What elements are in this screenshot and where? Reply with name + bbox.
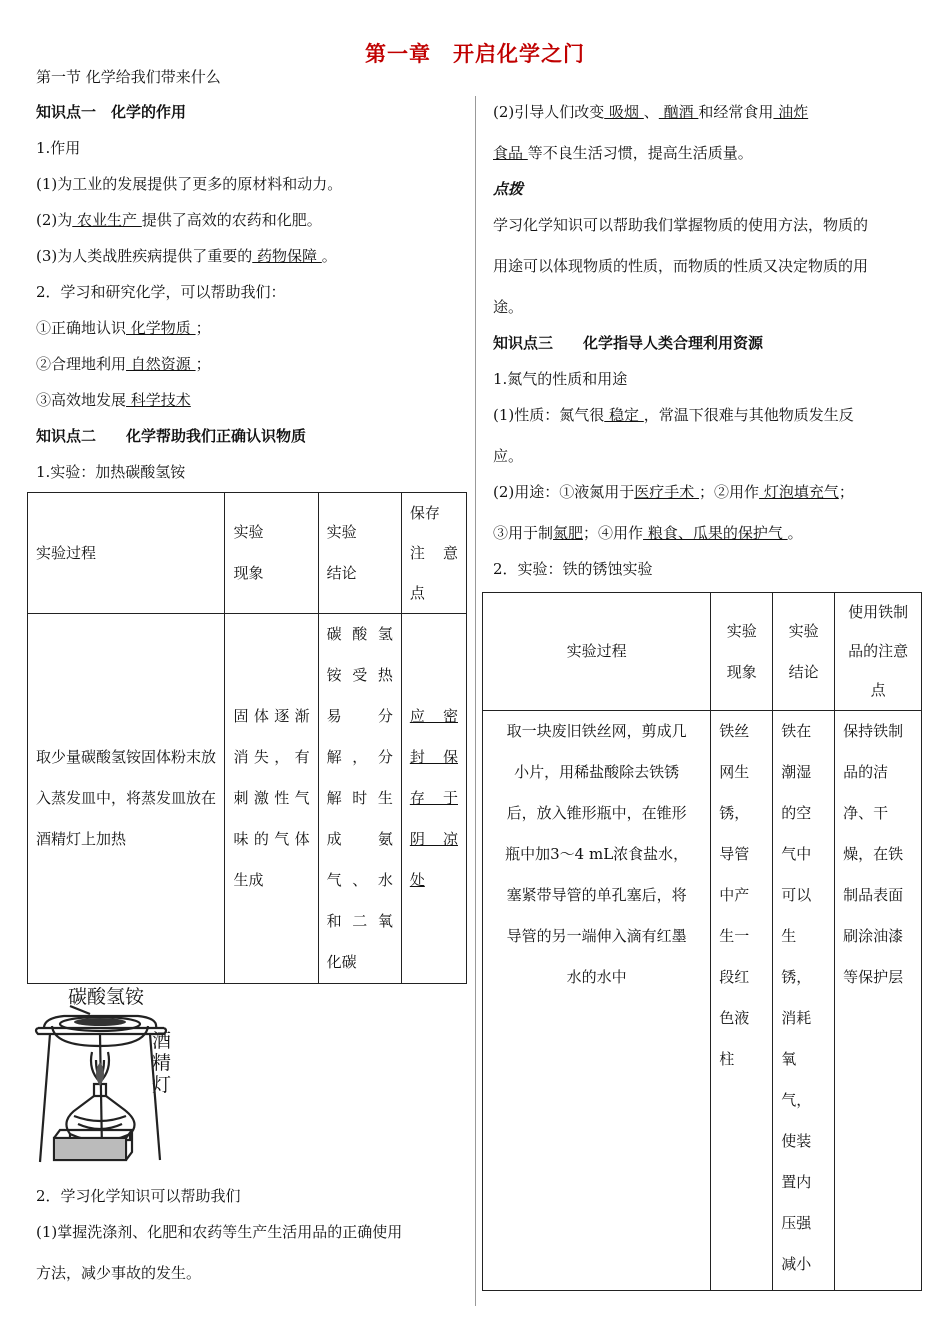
k1-heading: 知识点一 化学的作用 — [36, 103, 187, 121]
k1-item1: 1.作用 — [36, 139, 81, 157]
k1-circle1: ①正确地认识 化学物质 ； — [36, 319, 211, 337]
k1-line3: (3)为人类战胜疾病提供了重要的 药物保障 。 — [36, 247, 337, 265]
k1-item2: 2．学习和研究化学，可以帮助我们： — [36, 283, 286, 301]
k2-para1a: (1)掌握洗涤剂、化肥和农药等生产生活用品的正确使用 — [36, 1223, 403, 1241]
td-phenomenon: 固体逐渐 消失，有 刺激性气 味的气体 生成 — [225, 614, 318, 984]
section-title: 第一节 化学给我们带来什么 — [36, 68, 221, 86]
th-storage: 保存 注 意 点 — [401, 493, 466, 614]
k2-item2: 2．学习化学知识可以帮助我们 — [36, 1187, 241, 1205]
th2-process: 实验过程 — [483, 593, 711, 711]
k2-para1b: 方法，减少事故的发生。 — [36, 1264, 202, 1282]
td2-phenomenon: 铁丝 网生 锈， 导管 中产 生一 段红 色液 柱 — [711, 711, 773, 1291]
tip-line2: 用途可以体现物质的性质，而物质的性质又决定物质的用 — [493, 257, 869, 275]
heating-apparatus-figure — [30, 1000, 180, 1170]
td2-conclusion: 铁在 潮湿 的空 气中 可以 生 锈， 消耗 氧 气， 使装 置内 压强 减小 — [773, 711, 835, 1291]
column-divider — [475, 96, 476, 1306]
td-process: 取少量碳酸氢铵固体粉末放入蒸发皿中，将蒸发皿放在酒精灯上加热 — [28, 614, 225, 984]
td2-notes: 保持铁制 品的洁 净、干 燥，在铁 制品表面 刷涂油漆 等保护层 — [835, 711, 922, 1291]
n-use1: (2)用途：①液氮用于医疗手术 ；②用作 灯泡填充气； — [493, 483, 854, 501]
k1-line2: (2)为 农业生产 提供了高效的农药和化肥。 — [36, 211, 322, 229]
n-item1: 1.氮气的性质和用途 — [493, 370, 628, 388]
tip-heading: 点拨 — [493, 180, 524, 198]
k1-circle2: ②合理地利用 自然资源 ； — [36, 355, 211, 373]
n-property-cont: 应。 — [493, 447, 524, 465]
exp2-title: 2．实验：铁的锈蚀实验 — [493, 560, 653, 578]
tip-line1: 学习化学知识可以帮助我们掌握物质的使用方法，物质的 — [493, 216, 869, 234]
td-storage: 应 密 封 保 存 于 阴 凉 处 — [401, 614, 466, 984]
k1-line1: (1)为工业的发展提供了更多的原材料和动力。 — [36, 175, 343, 193]
k1-circle3: ③高效地发展 科学技术 — [36, 391, 191, 409]
n-property: (1)性质：氮气很 稳定 ，常温下很难与其他物质发生反 — [493, 406, 854, 424]
td-conclusion: 碳酸氢 铵受热 易 分 解，分 解时生 成 氨 气、水 和二氧 化碳 — [318, 614, 401, 984]
k2-heading: 知识点二 化学帮助我们正确认识物质 — [36, 427, 307, 445]
r-line2: 食品 等不良生活习惯，提高生活质量。 — [493, 144, 753, 162]
td2-process: 取一块废旧铁丝网，剪成几 小片，用稀盐酸除去铁锈 后，放入锥形瓶中，在锥形 瓶中加3～4 mL浓食盐水， 塞紧带导管的单孔塞后，将 导管的另一端伸入滴有红墨 水的水中 — [483, 711, 711, 1291]
n-use2: ③用于制氮肥；④用作 粮食、瓜果的保护气 。 — [493, 524, 803, 542]
th-process: 实验过程 — [28, 493, 225, 614]
th2-notes: 使用铁制 品的注意 点 — [835, 593, 922, 711]
k2-experiment: 1.实验：加热碳酸氢铵 — [36, 463, 186, 481]
nh4hco3-table — [27, 492, 467, 984]
figure-label-lamp: 酒 精 灯 — [152, 1030, 172, 1096]
iron-rust-table — [482, 592, 922, 1291]
r-line1: (2)引导人们改变 吸烟 、 酗酒 和经常食用 油炸 — [493, 103, 809, 121]
chapter-title: 第一章 开启化学之门 — [365, 42, 585, 66]
figure-label-nh4hco3: 碳酸氢铵 — [68, 986, 145, 1008]
th-phenomenon: 实验 现象 — [225, 493, 318, 614]
th2-phenomenon: 实验 现象 — [711, 593, 773, 711]
k3-heading: 知识点三 化学指导人类合理利用资源 — [493, 334, 764, 352]
tip-line3: 途。 — [493, 298, 524, 316]
th-conclusion: 实验 结论 — [318, 493, 401, 614]
th2-conclusion: 实验 结论 — [773, 593, 835, 711]
